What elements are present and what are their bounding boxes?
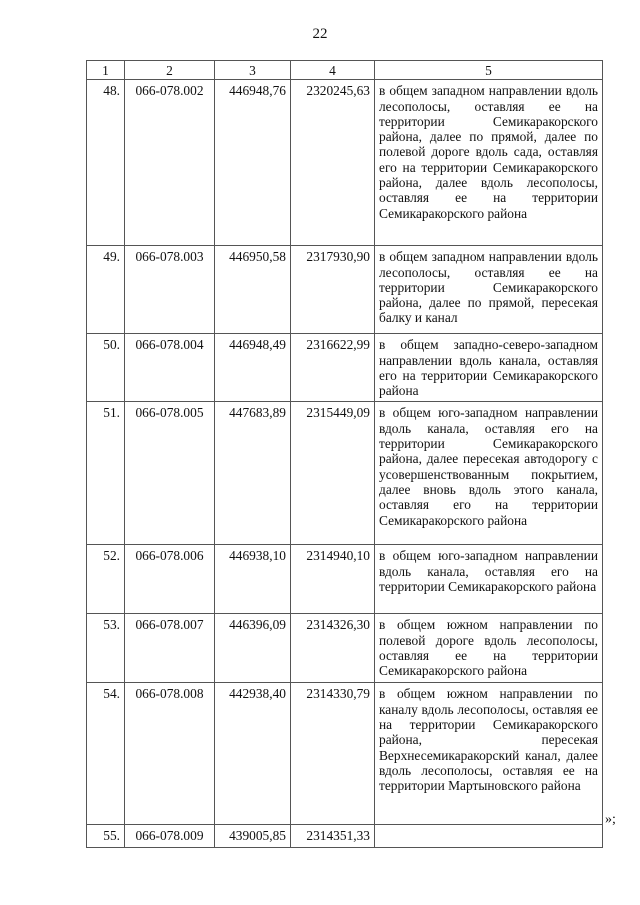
column-header-3: 3 — [215, 61, 291, 80]
cell-y-coordinate: 2315449,09 — [291, 402, 375, 545]
cell-point-number: 52. — [87, 545, 125, 614]
cell-boundary-description: в общем южном направлении по каналу вдоль лесополосы, оставляя ее на территории Семикаракорского района, пересекая Верхнесемикаракорский канал, далее вдоль лесополосы, оставляя ее на территории Мартыновского района — [375, 683, 603, 825]
table-row — [87, 825, 603, 847]
cell-point-code: 066-078.003 — [125, 246, 215, 334]
cell-x-coordinate: 442938,40 — [215, 683, 291, 825]
cell-y-coordinate: 2314940,10 — [291, 545, 375, 614]
cell-point-code: 066-078.008 — [125, 683, 215, 825]
cell-boundary-description: в общем южном направлении по полевой дороге вдоль лесополосы, оставляя ее на территории Семикаракорского района — [375, 614, 603, 683]
cell-boundary-description: в общем юго-западном направлении вдоль канала, оставляя его на территории Семикаракорского района, далее пересекая автодорогу с усовершенствованным покрытием, далее вновь вдоль этого канала, оставляя его на территории Семикаракорского района — [375, 402, 603, 545]
cell-point-code: 066-078.007 — [125, 614, 215, 683]
cell-boundary-description: в общем западно-северо-западном направлении вдоль канала, оставляя его на территории Семикаракорского района — [375, 334, 603, 402]
coordinates-table — [86, 60, 603, 848]
cell-y-coordinate: 2320245,63 — [291, 80, 375, 246]
table-row — [87, 614, 603, 683]
cell-boundary-description — [375, 825, 603, 847]
cell-x-coordinate: 446950,58 — [215, 246, 291, 334]
closing-quote: »; — [605, 812, 616, 827]
column-header-4: 4 — [291, 61, 375, 80]
cell-x-coordinate: 439005,85 — [215, 825, 291, 847]
cell-boundary-description: в общем западном направлении вдоль лесополосы, оставляя ее на территории Семикаракорского района, далее по прямой, далее по полевой дороге вдоль сада, оставляя его на территории Семикаракорского района, далее вдоль лесополосы, оставляя ее на территории Семикаракорского района — [375, 80, 603, 246]
cell-point-number: 53. — [87, 614, 125, 683]
cell-point-number: 50. — [87, 334, 125, 402]
cell-y-coordinate: 2316622,99 — [291, 334, 375, 402]
column-header-1: 1 — [87, 61, 125, 80]
table-row — [87, 545, 603, 614]
cell-x-coordinate: 446396,09 — [215, 614, 291, 683]
cell-x-coordinate: 446948,76 — [215, 80, 291, 246]
cell-point-code: 066-078.006 — [125, 545, 215, 614]
column-header-5: 5 — [375, 61, 603, 80]
cell-point-code: 066-078.005 — [125, 402, 215, 545]
cell-boundary-description: в общем юго-западном направлении вдоль канала, оставляя его на территории Семикаракорского района — [375, 545, 603, 614]
cell-point-number: 54. — [87, 683, 125, 825]
cell-boundary-description: в общем западном направлении вдоль лесополосы, оставляя ее на территории Семикаракорского района, далее по прямой, пересекая балку и канал — [375, 246, 603, 334]
cell-point-number: 55. — [87, 825, 125, 847]
table-row — [87, 683, 603, 825]
table-header-row — [87, 61, 603, 80]
cell-point-code: 066-078.009 — [125, 825, 215, 847]
table-row — [87, 334, 603, 402]
cell-point-number: 51. — [87, 402, 125, 545]
cell-point-number: 48. — [87, 80, 125, 246]
cell-point-code: 066-078.004 — [125, 334, 215, 402]
cell-y-coordinate: 2314351,33 — [291, 825, 375, 847]
table-row — [87, 246, 603, 334]
cell-x-coordinate: 446938,10 — [215, 545, 291, 614]
cell-point-number: 49. — [87, 246, 125, 334]
cell-y-coordinate: 2314326,30 — [291, 614, 375, 683]
table-row — [87, 402, 603, 545]
cell-x-coordinate: 446948,49 — [215, 334, 291, 402]
column-header-2: 2 — [125, 61, 215, 80]
cell-y-coordinate: 2314330,79 — [291, 683, 375, 825]
page-number: 22 — [312, 26, 328, 42]
cell-point-code: 066-078.002 — [125, 80, 215, 246]
cell-x-coordinate: 447683,89 — [215, 402, 291, 545]
table-row — [87, 80, 603, 246]
cell-y-coordinate: 2317930,90 — [291, 246, 375, 334]
